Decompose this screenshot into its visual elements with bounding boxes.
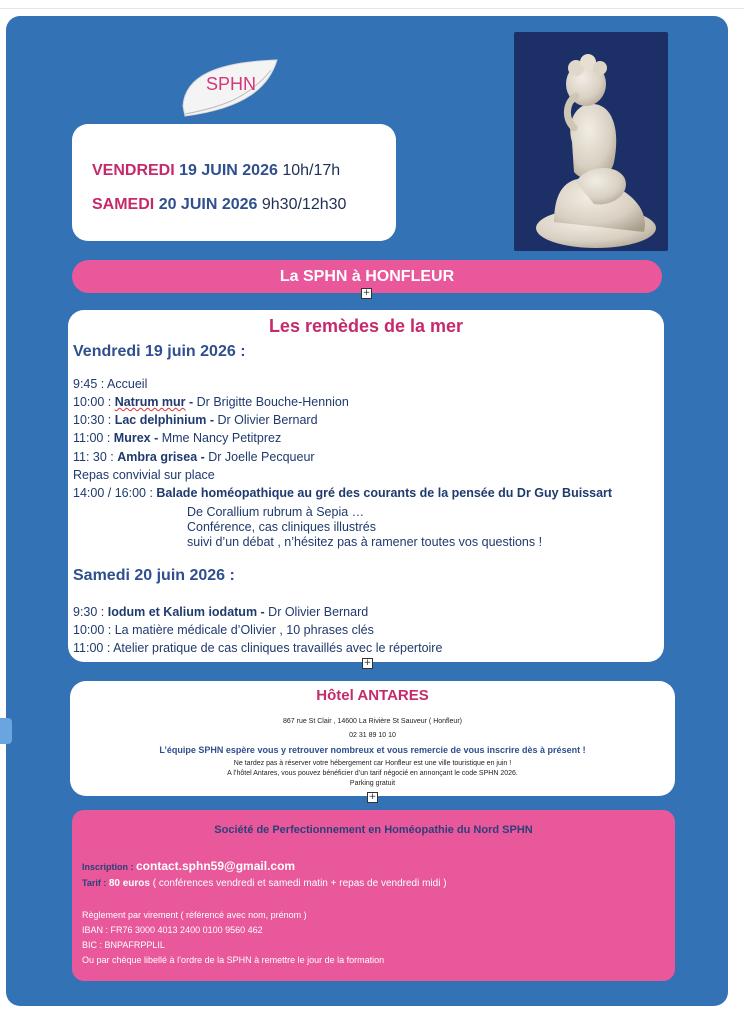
hotel-note: Ne tardez pas à réserver votre hébergement car Honfleur est une ville touristique en juin ! bbox=[233, 760, 512, 767]
program-item: 10:30 : Lac delphinium - Dr Olivier Bernard bbox=[73, 413, 318, 427]
program-item: 11:00 : Murex - Mme Nancy Petitprez bbox=[73, 431, 282, 445]
program-item: 9:30 : Iodum et Kalium iodatum - Dr Olivier Bernard bbox=[73, 605, 369, 619]
hotel-box bbox=[70, 681, 675, 796]
program-detail: De Corallium rubrum à Sepia … bbox=[187, 505, 365, 519]
hotel-note: Parking gratuit bbox=[349, 780, 396, 787]
hotel-note: A l’hôtel Antares, vous pouvez bénéficier d’un tarif négocié en annonçant le code SPHN 2026. bbox=[227, 770, 518, 777]
friday-title: Vendredi 19 juin 2026 : bbox=[73, 343, 246, 360]
anchor-handle-program[interactable]: + bbox=[363, 658, 372, 668]
program-box bbox=[68, 310, 664, 662]
hotel-phone: 02 31 89 10 10 bbox=[349, 732, 396, 739]
wavy-word: Natrum mur bbox=[114, 395, 186, 409]
anchor-handle-banner[interactable]: + bbox=[362, 288, 371, 298]
program-detail: Conférence, cas cliniques illustrés bbox=[187, 520, 376, 534]
inscription-line: Inscription : contact.sphn59@gmail.com bbox=[82, 859, 296, 873]
email-link[interactable]: contact.sphn59@gmail.com bbox=[136, 859, 296, 873]
program-item: 14:00 / 16:00 : Balade homéopathique au gré des courants de la pensée du Dr Guy Buissart bbox=[73, 486, 613, 500]
tarif-line: Tarif : 80 euros ( conférences vendredi et samedi matin + repas de vendredi midi ) bbox=[82, 878, 447, 889]
anchor-handle-hotel[interactable]: + bbox=[368, 792, 377, 802]
program-detail: suivi d’un débat , n’hésitez pas à ramener toutes vos questions ! bbox=[187, 535, 543, 549]
sphn-logo bbox=[177, 56, 281, 120]
program-title: Les remèdes de la mer bbox=[268, 316, 464, 336]
hotel-message: L’équipe SPHN espère vous y retrouver nombreux et vous remercie de vous inscrire dès à présent ! bbox=[159, 745, 586, 755]
statue-figure bbox=[514, 32, 668, 251]
statue-image bbox=[514, 32, 668, 251]
society-title: Société de Perfectionnement en Homéopathie du Nord SPHN bbox=[214, 824, 533, 836]
society-box bbox=[72, 810, 675, 981]
iban-line: IBAN : FR76 3000 4013 2400 0100 9560 462 bbox=[82, 925, 263, 935]
dates-box bbox=[72, 124, 396, 241]
logo-text: SPHN bbox=[205, 74, 256, 94]
hotel-title: Hôtel ANTARES bbox=[316, 687, 429, 704]
side-handle[interactable] bbox=[0, 718, 12, 744]
banner-title: La SPHN à HONFLEUR bbox=[279, 268, 455, 285]
friday-date-line: VENDREDI 19 JUIN 2026 10h/17h bbox=[92, 162, 341, 179]
bic-line: BIC : BNPAFRPPLIL bbox=[82, 940, 165, 950]
payment-line: Règlement par virement ( référencé avec nom, prénom ) bbox=[82, 910, 307, 920]
saturday-date-line: SAMEDI 20 JUIN 2026 9h30/12h30 bbox=[92, 196, 347, 213]
program-item: 11:00 : Atelier pratique de cas cliniques travaillés avec le répertoire bbox=[73, 641, 443, 655]
program-item: 9:45 : Accueil bbox=[73, 377, 148, 391]
program-item: 11: 30 : Ambra grisea - Dr Joelle Pecqueur bbox=[73, 450, 315, 464]
program-item: Repas convivial sur place bbox=[73, 468, 215, 482]
program-item: 10:00 : Natrum mur - Dr Brigitte Bouche-Hennion bbox=[73, 395, 349, 409]
cheque-line: Ou par chèque libellé à l’ordre de la SPHN à remettre le jour de la formation bbox=[82, 955, 385, 965]
program-item: 10:00 : La matière médicale d’Olivier , 10 phrases clés bbox=[73, 623, 374, 637]
hotel-address: 867 rue St Clair , 14600 La Rivière St Sauveur ( Honfleur) bbox=[283, 718, 462, 725]
saturday-title: Samedi 20 juin 2026 : bbox=[73, 567, 235, 584]
page-top-line bbox=[0, 8, 744, 9]
